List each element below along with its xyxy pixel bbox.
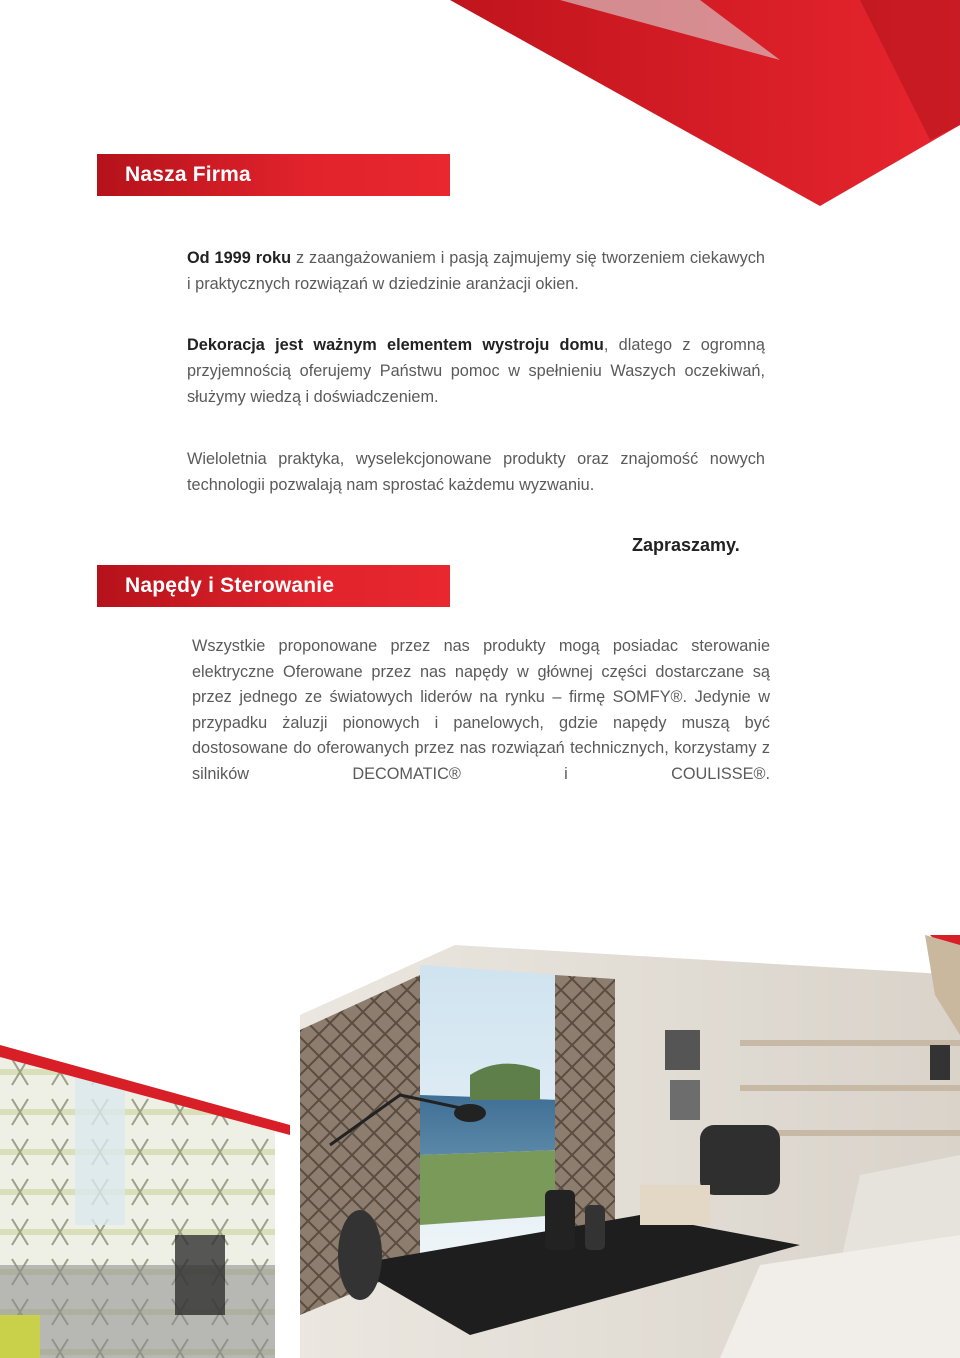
paragraph-decoration xyxy=(187,332,765,410)
paragraph-decoration-body: , dlatego z ogromną przyjemnością oferujemy Państwu pomoc w spełnieniu Waszych oczekiwań, służymy wiedzą i doświadczeniem. xyxy=(187,336,765,406)
paragraph-intro-lead: Od 1999 roku xyxy=(187,249,292,267)
paragraph-intro xyxy=(187,245,765,297)
paragraph-experience: Wieloletnia praktyka, wyselekcjonowane produkty oraz znajomość nowych technologii pozwalają nam sprostać każdemu wyzwaniu. xyxy=(187,450,765,494)
paragraph-intro-body: z zaangażowaniem i pasją zajmujemy się tworzeniem ciekawych i praktycznych rozwiązań w dziedzinie aranżacji okien. xyxy=(187,249,765,293)
section-header-napedy: Napędy i Sterowanie xyxy=(97,565,450,607)
paragraph-drives: Wszystkie proponowane przez nas produkty mogą posiadac sterowanie elektryczne Oferowane przez nas napędy w głównej części dostarczane są przez jednego ze światowych liderów na rynku – firmę SOMFY®. Jedynie w przypadku żaluzji pionowych i panelowych, gdzie napędy muszą być dostosowane do oferowanych przez nas rozwiązań technicznych, korzystamy z silników DECOMATIC® i COULISSE®. xyxy=(192,637,770,783)
signoff-text: Zapraszamy. xyxy=(632,535,740,555)
paragraph-decoration-lead: Dekoracja jest ważnym elementem wystroju domu xyxy=(187,336,604,354)
section-header-nasza-firma: Nasza Firma xyxy=(97,154,450,196)
interior-photo-collage xyxy=(0,935,960,1358)
